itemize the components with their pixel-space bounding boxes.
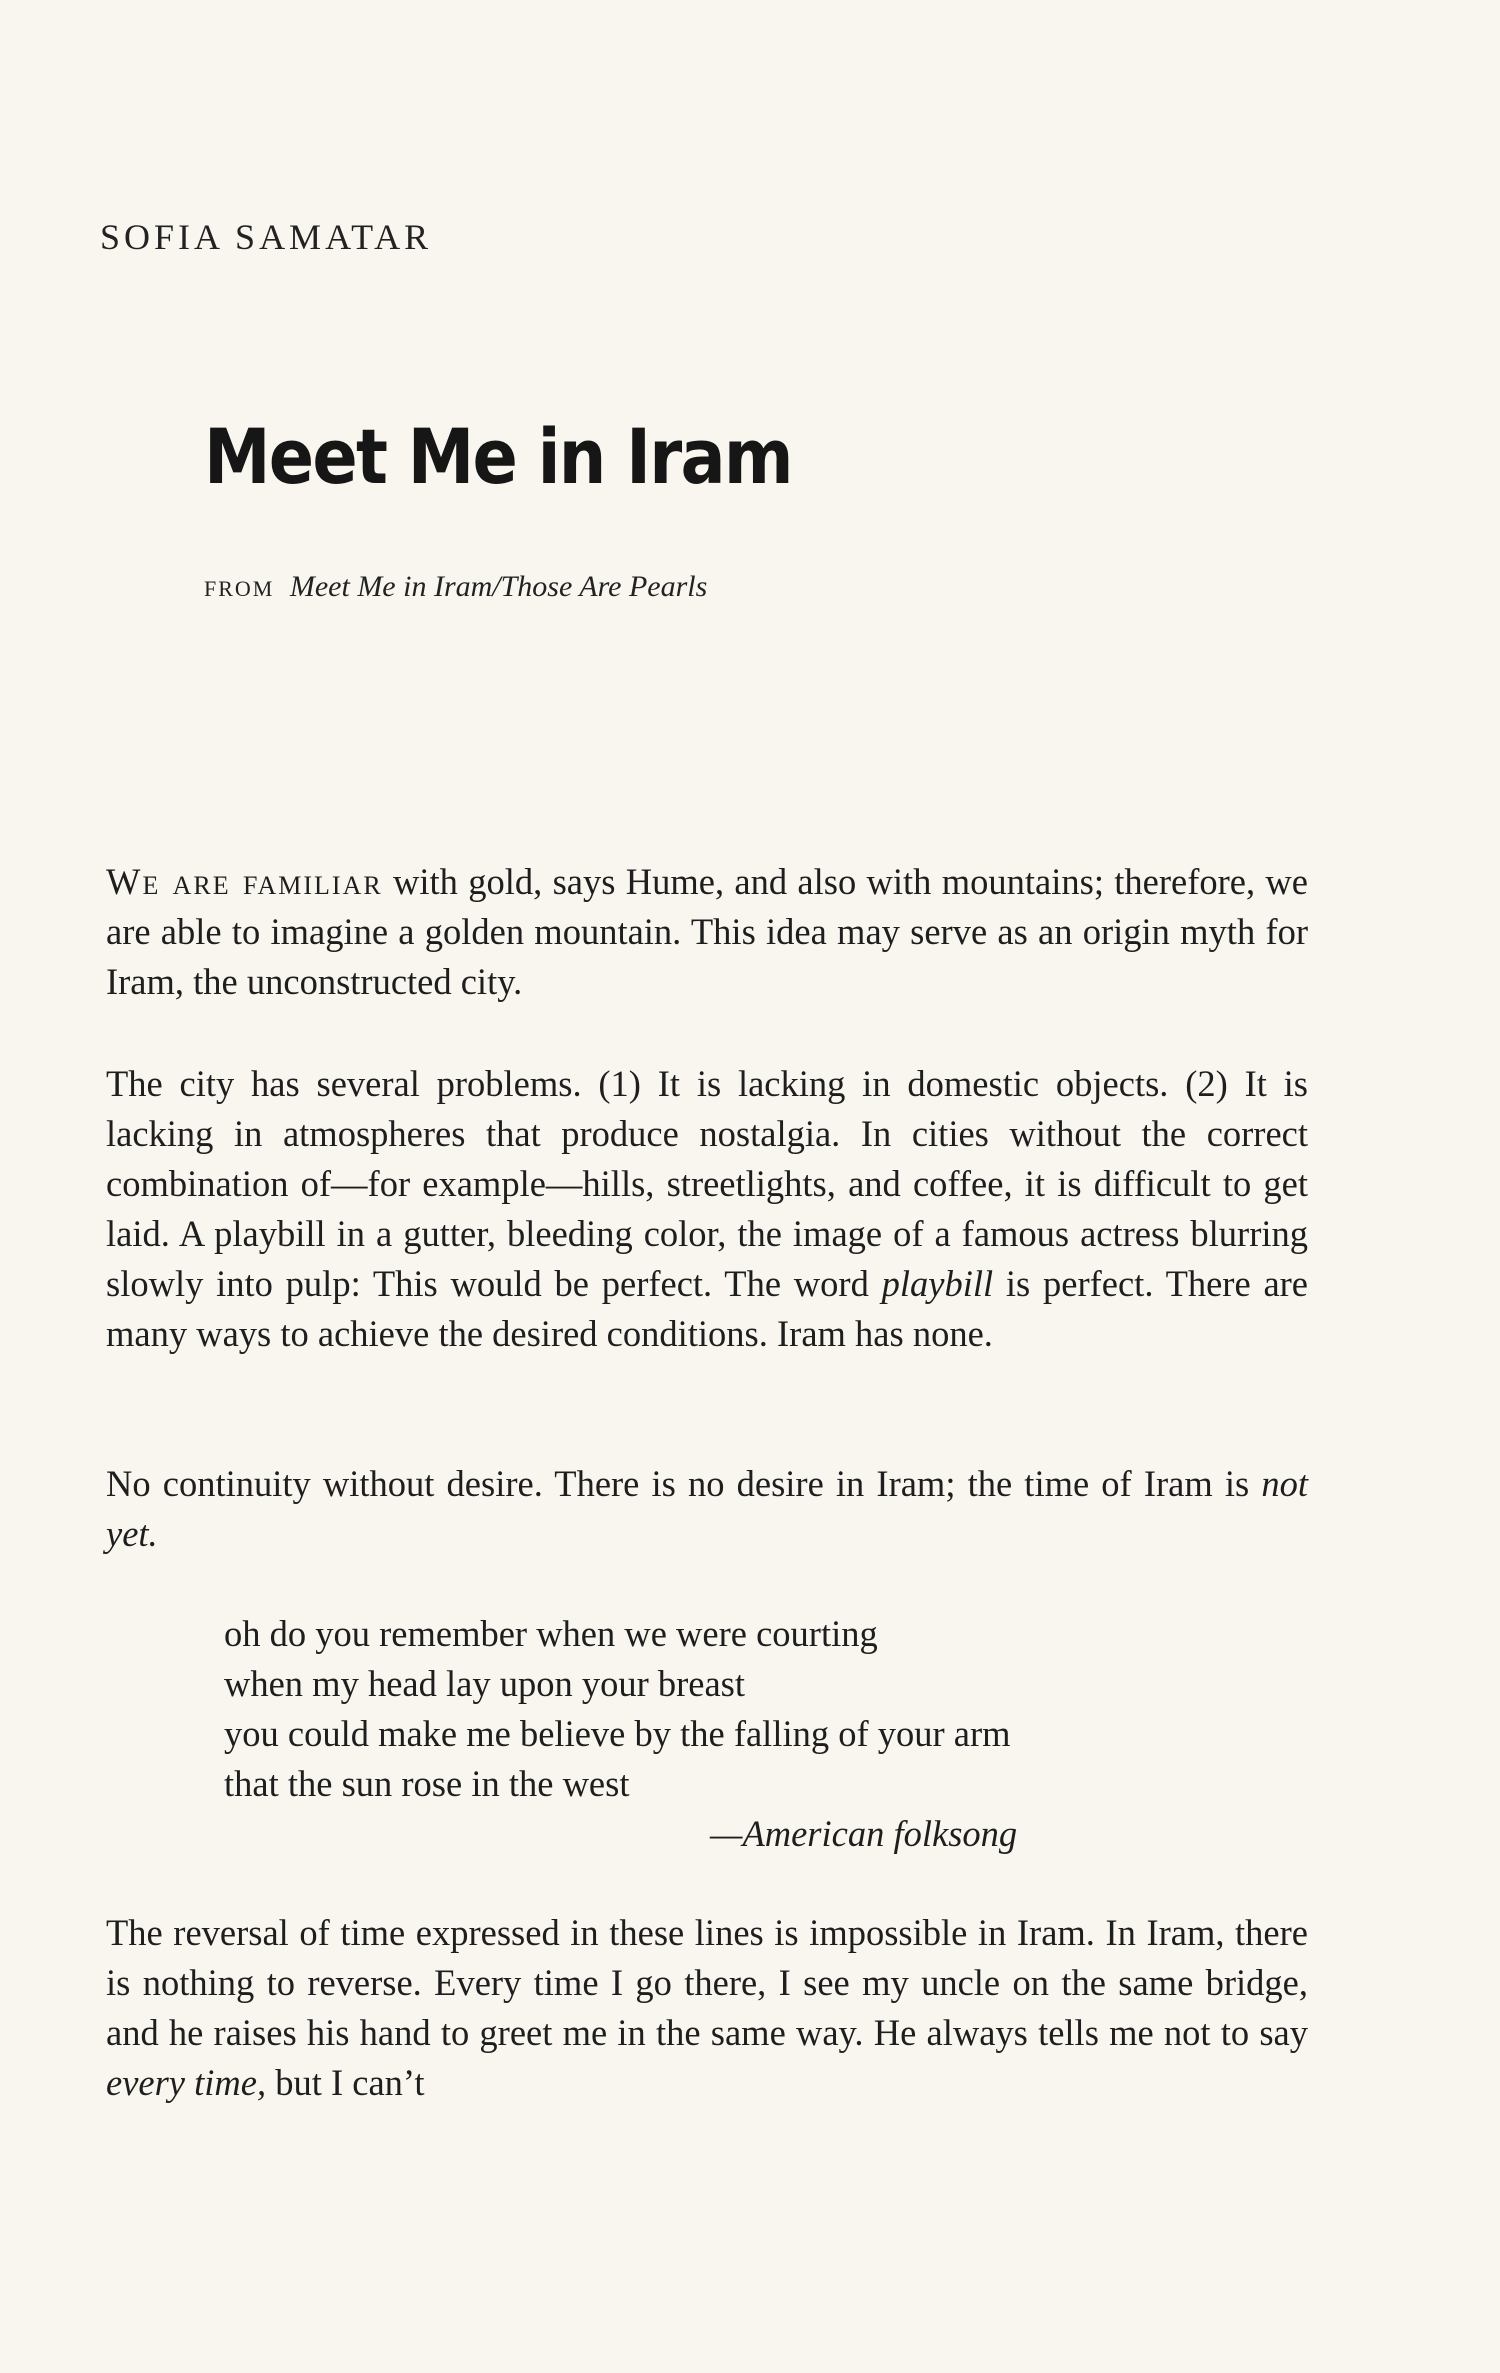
paragraph-1: [106, 857, 1308, 1007]
paragraph-1-text: with gold, says Hume, and also with mountains; therefore, we are able to imagine a golden mountain. This idea may serve as an origin myth for Iram, the unconstructed city.: [106, 861, 1308, 1002]
paragraph-4-italic: every time,: [106, 2062, 267, 2103]
verse-line: oh do you remember when we were courting: [224, 1613, 878, 1654]
verse-block: [224, 1609, 1011, 1809]
paragraph-4-text-a: The reversal of time expressed in these lines is impossible in Iram. In Iram, there is nothing to reverse. Every time I go there, I see my uncle on the same bridge, and he raises his hand to greet me in the same way. He always tells me not to say: [106, 1912, 1308, 2053]
verse-line: when my head lay upon your breast: [224, 1663, 745, 1704]
paragraph-2-text-b: is perfect. There are many ways to achieve the desired conditions. Iram has none.: [106, 1263, 1308, 1354]
verse-attribution: —American folksong: [710, 1813, 1018, 1854]
paragraph-2: [106, 1059, 1308, 1359]
paragraph-1-lead: We are familiar: [106, 861, 383, 902]
verse-line: you could make me believe by the falling of your arm: [224, 1713, 1011, 1754]
story-title: Meet Me in Iram: [204, 412, 792, 501]
paragraph-2-text-a: The city has several problems. (1) It is lacking in domestic objects. (2) It is lacking in atmospheres that produce nostalgia. In cities without the correct combination of—for example—hills, streetlights, and coffee, it is difficult to get laid. A playbill in a gutter, bleeding color, the image of a famous actress blurring slowly into pulp: This would be perfect. The word: [106, 1063, 1308, 1304]
source-prefix: FROM: [204, 576, 275, 601]
paragraph-3: [106, 1459, 1308, 1559]
verse-line: that the sun rose in the west: [224, 1763, 630, 1804]
paragraph-3-text: No continuity without desire. There is no desire in Iram; the time of Iram is: [106, 1463, 1262, 1504]
author-name: SOFIA SAMATAR: [100, 217, 433, 257]
paragraph-3-italic: not yet.: [106, 1463, 1308, 1554]
paragraph-4-text-b: but I can’t: [266, 2062, 425, 2103]
paragraph-2-italic: playbill: [881, 1263, 994, 1304]
paragraph-4: [106, 1908, 1308, 2108]
source-work: Meet Me in Iram/Those Are Pearls: [289, 570, 708, 603]
source-line: [204, 570, 707, 604]
